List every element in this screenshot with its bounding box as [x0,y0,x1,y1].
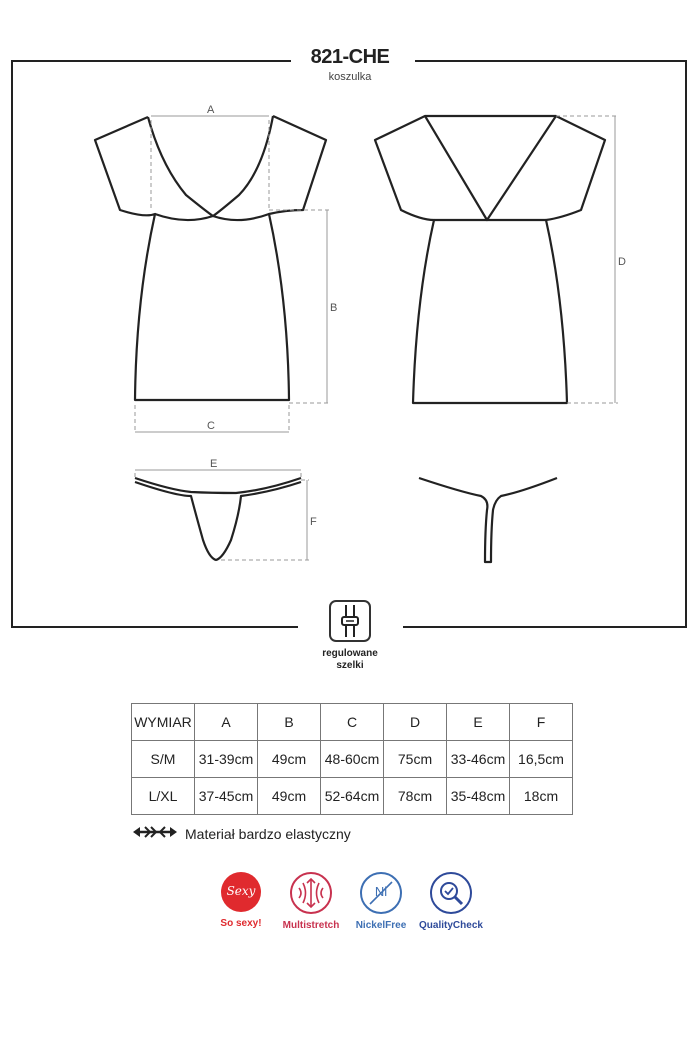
adjustable-strap-icon [329,600,371,642]
size-table [131,703,573,815]
feature-label-line2: szelki [336,660,364,671]
badge-so-sexy [201,872,281,929]
size-table-header-cell: F [510,704,573,741]
material-note-text: Materiał bardzo elastyczny [185,826,351,842]
sexy-badge-text: Sexy [226,884,256,898]
badge-quality-check [411,872,491,931]
garment-drawings [11,60,687,628]
size-table-cell: 16,5cm [510,741,573,778]
dimension-a-label: A [207,104,215,116]
front-dress-dimensions [135,120,329,432]
badge-label: QualityCheck [419,920,483,931]
back-thong-drawing [419,478,557,562]
size-table-cell: L/XL [132,778,195,815]
size-table-header-cell: D [384,704,447,741]
size-table-cell: 31-39cm [195,741,258,778]
dimension-e-label: E [210,458,218,470]
size-table-cell: 37-45cm [195,778,258,815]
size-table-cell: S/M [132,741,195,778]
badge-multistretch [271,872,351,931]
dimension-f-label: F [310,516,317,528]
product-code: 821-CHE [310,46,390,68]
size-table-cell: 49cm [258,778,321,815]
nickel-badge-text: Ni [374,884,388,899]
dimension-d-label: D [618,256,626,268]
size-table-cell: 52-64cm [321,778,384,815]
size-table-header-cell: A [195,704,258,741]
size-table-header-cell: E [447,704,510,741]
size-table-cell: 18cm [510,778,573,815]
double-arrow-stretch-icon [131,825,179,844]
back-dress-drawing [375,116,605,403]
badge-label: Multistretch [282,920,340,931]
technical-drawing-frame [11,60,687,628]
size-table-row [132,741,573,778]
size-table-header-cell: C [321,704,384,741]
size-table-header-cell: B [258,704,321,741]
size-table-row [132,778,573,815]
adjustable-straps-feature [310,600,390,672]
size-table-cell: 49cm [258,741,321,778]
magnifier-check-icon [430,872,472,914]
sexy-badge-icon [221,872,261,912]
size-table-header-cell: WYMIAR [132,704,195,741]
product-type: koszulka [328,71,372,83]
front-dress-drawing [95,116,326,400]
size-table-cell: 33-46cm [447,741,510,778]
badge-nickel-free [341,872,421,931]
dimension-b-label: B [330,302,338,314]
size-table-cell: 78cm [384,778,447,815]
size-table-cell: 75cm [384,741,447,778]
nickel-free-icon [360,872,402,914]
badge-label: NickelFree [355,920,407,931]
feature-label-line1: regulowane [322,648,378,659]
size-table-cell: 48-60cm [321,741,384,778]
front-thong-drawing [135,478,301,560]
material-note [131,824,351,844]
size-table-cell: 35-48cm [447,778,510,815]
multistretch-icon [290,872,332,914]
badge-label: So sexy! [220,918,262,929]
size-table-header-row [132,704,573,741]
dimension-c-label: C [207,420,215,432]
